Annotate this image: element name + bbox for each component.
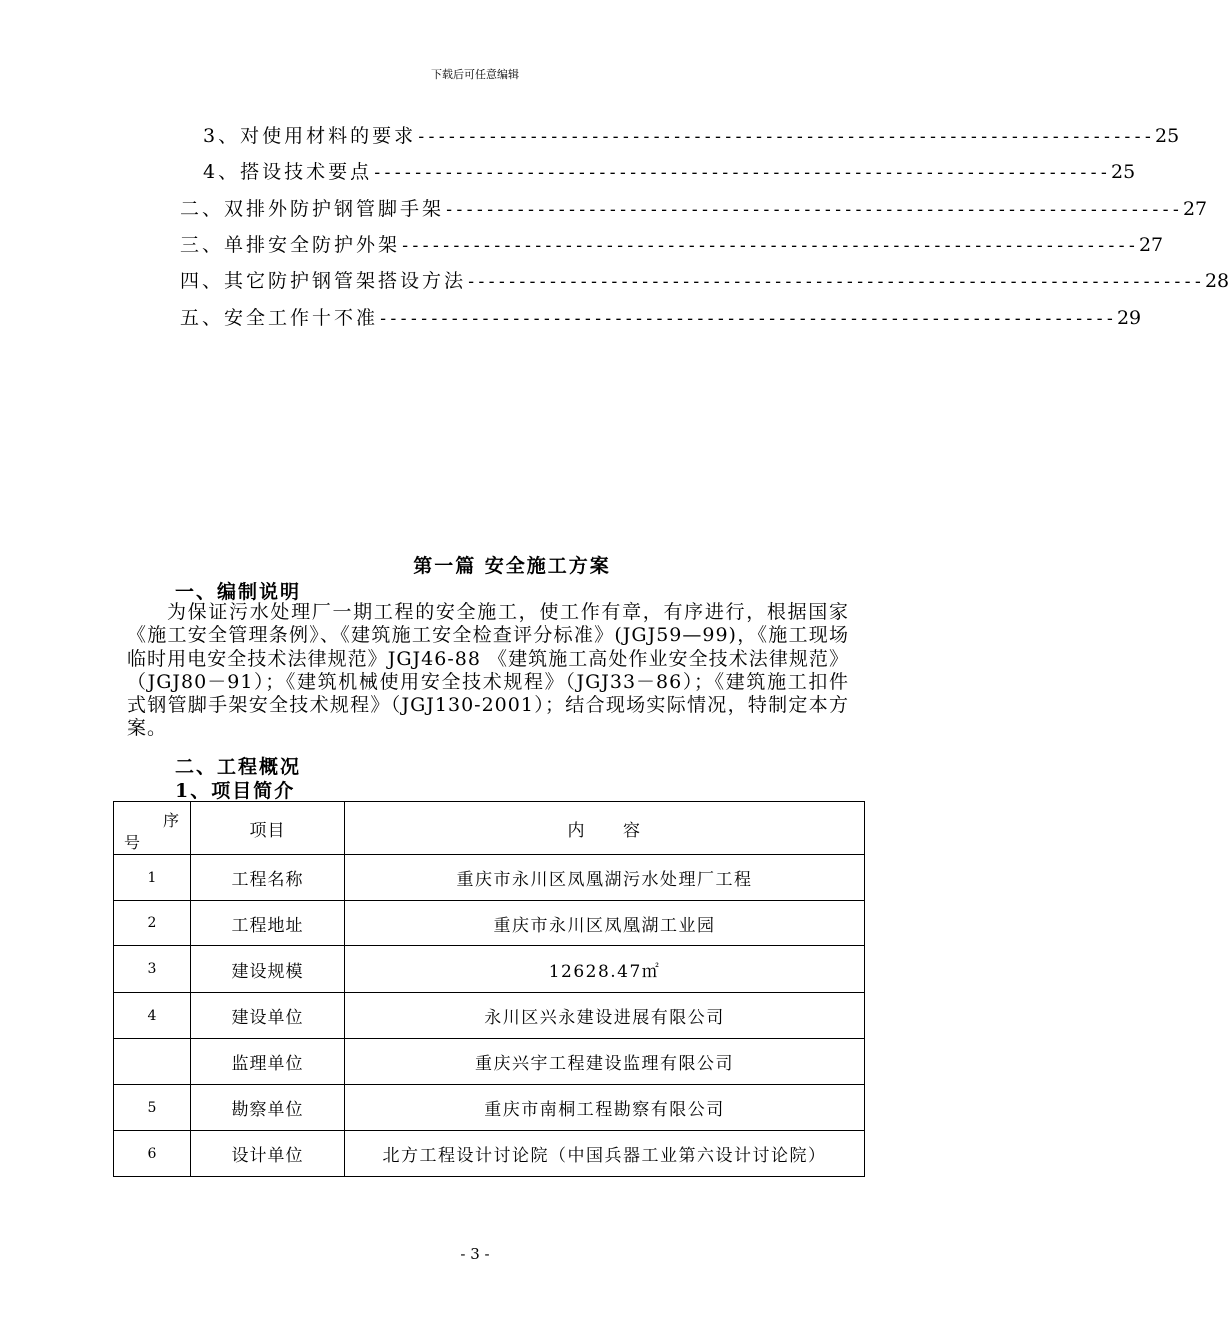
toc-label: 四、其它防护钢管架搭设方法 [180,270,467,292]
header-content-cell: 内 容 [345,802,865,855]
toc-label: 4、搭设技术要点 [203,161,373,183]
subsection-heading: 1、项目简介 [175,780,296,802]
toc-entry[interactable] [203,160,1136,185]
section-heading: 二、工程概况 [175,756,302,778]
table-row [114,993,865,1039]
toc-entry[interactable] [180,233,1164,258]
toc-leader: ------------------------------------------------------------------------ [378,309,1115,329]
toc-entry[interactable] [180,269,1229,294]
content-cell: 北方工程设计讨论院（中国兵器工业第六设计讨论院） [345,1131,865,1177]
toc-leader: ------------------------------------------------------------------------ [466,272,1203,292]
toc-page: 28 [1204,270,1229,292]
content-cell: 重庆市永川区凤凰湖工业园 [345,901,865,946]
seq-cell: 3 [114,946,191,993]
content-cell: 重庆兴宇工程建设监理有限公司 [345,1039,865,1085]
toc-page: 27 [1182,198,1208,220]
header-item-cell: 项目 [191,802,345,855]
toc-label: 五、安全工作十不准 [180,307,379,329]
table-row [114,946,865,993]
header-seq-bottom: 号 [124,833,141,852]
toc-leader: ------------------------------------------------------------------------ [416,127,1154,147]
table-row [114,1131,865,1177]
part-title: 第一篇 安全施工方案 [413,555,611,577]
body-paragraph [127,601,849,741]
page-number: - 3 - [460,1245,490,1263]
content-cell: 永川区兴永建设进展有限公司 [345,993,865,1039]
item-cell: 建设单位 [191,993,345,1039]
table-row [114,1085,865,1131]
toc-entry[interactable] [180,306,1142,331]
page-header: 下载后可任意编辑 [431,68,519,81]
header-seq-cell [114,802,191,855]
toc-page: 25 [1111,161,1136,183]
toc-entry[interactable] [203,124,1180,149]
seq-cell: 5 [114,1085,191,1131]
content-cell: 重庆市永川区凤凰湖污水处理厂工程 [345,855,865,901]
content-cell: 12628.47㎡ [345,946,865,993]
item-cell: 建设规模 [191,946,345,993]
toc-leader: ------------------------------------------------------------------------ [372,163,1110,183]
item-cell: 设计单位 [191,1131,345,1177]
project-info-table [113,801,865,1177]
seq-cell [114,1039,191,1085]
seq-cell: 4 [114,993,191,1039]
seq-cell: 1 [114,855,191,901]
seq-cell: 6 [114,1131,191,1177]
toc-entry[interactable] [180,197,1208,222]
item-cell: 监理单位 [191,1039,345,1085]
paragraph-text: 为保证污水处理厂一期工程的安全施工，使工作有章，有序进行，根据国家《施工安全管理条例》、《建筑施工安全检查评分标准》(JGJ59—99)，《施工现场临时用电安全技术法律规范》JGJ46-88 《建筑施工高处作业安全技术法律规范》（JGJ80－91）；《建筑机械使用安全技术规程》（JGJ33－86）；《建筑施工扣件式钢管脚手架安全技术规程》（JGJ130-2001）；结合现场实际情况，特制定本方案。 [127,601,849,740]
item-cell: 工程地址 [191,901,345,946]
toc-page: 27 [1138,234,1164,256]
item-cell: 勘察单位 [191,1085,345,1131]
seq-cell: 2 [114,901,191,946]
toc-leader: ------------------------------------------------------------------------ [400,236,1137,256]
header-seq-top: 序 [163,811,180,830]
table-row [114,901,865,946]
table-row [114,855,865,901]
section-heading: 一、编制说明 [175,581,302,603]
toc-label: 3、对使用材料的要求 [203,125,417,147]
toc-leader: ------------------------------------------------------------------------ [444,200,1181,220]
toc-label: 二、双排外防护钢管脚手架 [180,198,445,220]
toc-page: 25 [1155,125,1180,147]
toc-page: 29 [1116,307,1142,329]
table-header-row [114,802,865,855]
toc-label: 三、单排安全防护外架 [180,234,401,256]
table-row [114,1039,865,1085]
content-cell: 重庆市南桐工程勘察有限公司 [345,1085,865,1131]
item-cell: 工程名称 [191,855,345,901]
